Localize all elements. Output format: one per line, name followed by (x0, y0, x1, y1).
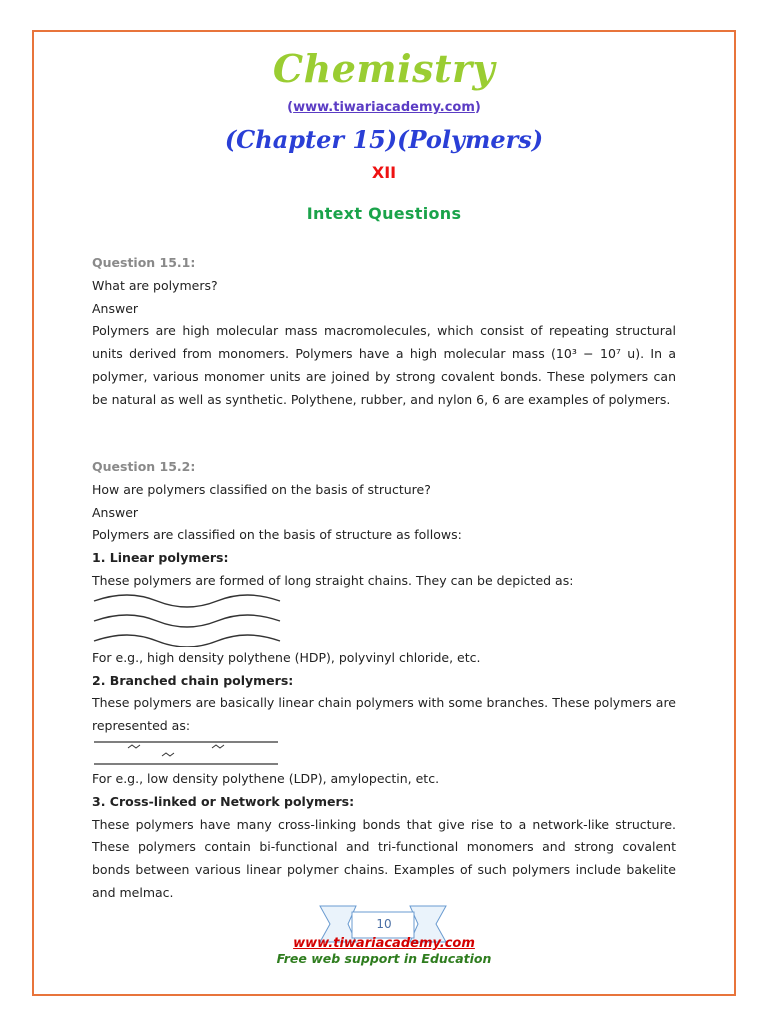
question-1-text: What are polymers? (92, 277, 218, 293)
branched-polymers-text: These polymers are basically linear chain polymers with some branches. These polymers are represented as: (92, 695, 676, 734)
linear-polymers-text: These polymers are formed of long straight chains. They can be depicted as: (92, 572, 574, 588)
page-number: 10 (376, 917, 392, 931)
network-polymers-text: These polymers have many cross-linking bonds that give rise to a network-like structure. These polymers contain bi-functional and tri-functional monomers and strong covalent bonds between various linear polymer chains. Examples of such polymers include bakelite and melmac. (92, 816, 676, 900)
branched-polymer-diagram (92, 738, 282, 768)
site-open-paren: ( (287, 100, 294, 115)
footer-tagline: Free web support in Education (276, 951, 492, 966)
branched-polymers-heading: 2. Branched chain polymers: (92, 672, 294, 688)
question-1-answer: Polymers are high molecular mass macromolecules, which consist of repeating structural units derived from monomers. Polymers have a high molecular mass (10³ − 10⁷ u). In a polymer, various monomer units are joined by strong covalent bonds. These polymers can be natural as well as synthetic. Polythene, rubber, and nylon 6, 6 are examples of polymers. (92, 323, 676, 407)
question-1-answer-label: Answer (92, 300, 139, 316)
network-polymers-heading: 3. Cross-linked or Network polymers: (92, 793, 355, 809)
question-2-answer-label: Answer (92, 504, 139, 520)
site-link-line (0, 100, 768, 115)
question-2-label: Question 15.2: (92, 459, 196, 474)
question-1-block (92, 252, 676, 412)
question-2-block (92, 456, 676, 905)
page-title: Chemistry (272, 46, 496, 91)
question-1-label: Question 15.1: (92, 255, 196, 270)
section-heading: Intext Questions (306, 204, 462, 223)
site-close-paren: ) (474, 100, 481, 115)
linear-polymers-example: For e.g., high density polythene (HDP), polyvinyl chloride, etc. (92, 649, 481, 665)
site-link[interactable]: www.tiwariacademy.com (293, 100, 475, 115)
branched-polymers-example: For e.g., low density polythene (LDP), amylopectin, etc. (92, 770, 440, 786)
chapter-heading: (Chapter 15)(Polymers) (224, 125, 544, 154)
question-2-text: How are polymers classified on the basis of structure? (92, 481, 431, 497)
footer-site-link[interactable]: www.tiwariacademy.com (293, 936, 475, 951)
linear-polymers-heading: 1. Linear polymers: (92, 550, 229, 566)
class-label: XII (371, 163, 397, 182)
question-2-intro: Polymers are classified on the basis of structure as follows: (92, 527, 462, 543)
linear-polymer-diagram (92, 593, 282, 647)
